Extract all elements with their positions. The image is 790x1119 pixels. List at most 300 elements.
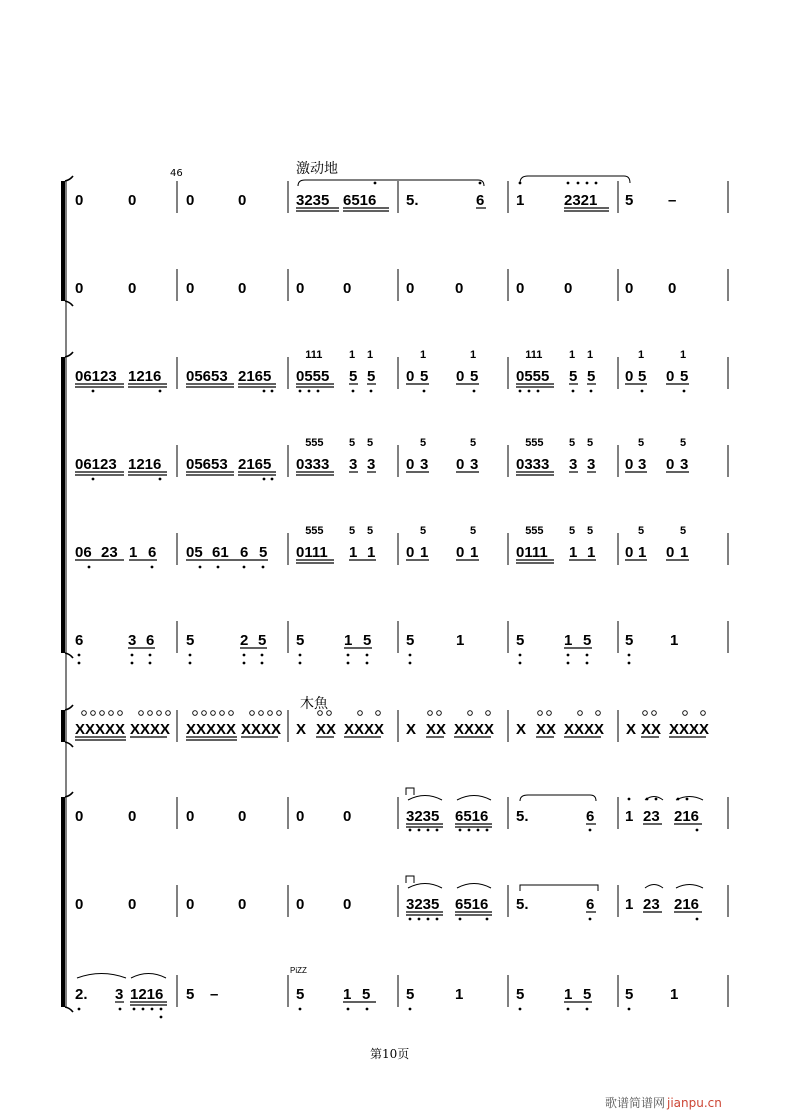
note-group: 0 — [456, 544, 465, 561]
octave-dot — [577, 182, 580, 185]
chord-tone: 111 — [525, 349, 543, 361]
octave-dot — [263, 478, 266, 481]
note-group: 0 — [406, 368, 415, 385]
down-bow-mark — [406, 788, 414, 795]
note-group: 0 — [128, 896, 137, 913]
octave-dot — [271, 478, 274, 481]
note-group: X — [516, 721, 527, 738]
octave-dot — [160, 1008, 163, 1011]
chord-tone: 1 — [367, 349, 374, 361]
measure-number: 46 — [170, 168, 183, 179]
note-group: 216 — [674, 808, 700, 825]
note-group: 6516 — [343, 192, 377, 209]
octave-dot — [189, 654, 192, 657]
note-group: 0 — [343, 280, 352, 297]
octave-dot — [261, 654, 264, 657]
octave-dot — [317, 390, 320, 393]
chord-tone: 5 — [680, 437, 687, 449]
note-group: 1 — [680, 544, 689, 561]
note-group: 5 — [420, 368, 429, 385]
slur — [457, 884, 491, 889]
note-group: 3 — [367, 456, 376, 473]
note-group: 23 — [101, 544, 118, 561]
octave-dot — [299, 1008, 302, 1011]
note-group: 5 — [296, 632, 305, 649]
note-group: 0 — [456, 368, 465, 385]
note-group: 1 — [349, 544, 358, 561]
note-group: 3 — [569, 456, 578, 473]
note-group: XXXX — [130, 721, 171, 738]
note-group: 1 — [625, 808, 634, 825]
note-group: 0 — [296, 896, 305, 913]
octave-dot — [572, 390, 575, 393]
note-group: 0 — [625, 280, 634, 297]
note-group: XX — [641, 721, 662, 738]
note-group: 5 — [625, 632, 634, 649]
note-group: 5 — [470, 368, 479, 385]
octave-dot — [366, 662, 369, 665]
note-group: 0 — [343, 896, 352, 913]
octave-dot — [423, 390, 426, 393]
note-group: 5 — [186, 632, 195, 649]
note-group: 6516 — [455, 808, 489, 825]
system-bracket — [61, 352, 73, 658]
note-group: XXXX — [454, 721, 495, 738]
note-group: 5 — [625, 986, 634, 1003]
note-group: 5. — [516, 808, 529, 825]
note-group: 05653 — [186, 368, 228, 385]
chord-tone: 111 — [305, 349, 323, 361]
accent-circle — [250, 711, 255, 716]
pizzicato-marking: PiZZ — [290, 966, 307, 975]
octave-dot — [567, 662, 570, 665]
note-group: 0 — [516, 280, 525, 297]
note-group: 5 — [569, 368, 578, 385]
slur — [131, 974, 166, 979]
octave-dot — [409, 1008, 412, 1011]
note-group: 3 — [420, 456, 429, 473]
octave-dot — [243, 654, 246, 657]
octave-dot — [468, 829, 471, 832]
note-group: 5 — [186, 986, 195, 1003]
chord-tone: 1 — [638, 349, 645, 361]
accent-circle — [166, 711, 171, 716]
note-group: XXXX — [241, 721, 282, 738]
octave-dot — [92, 478, 95, 481]
note-group: 3 — [638, 456, 647, 473]
accent-circle — [157, 711, 162, 716]
octave-dot — [696, 918, 699, 921]
note-group: 0 — [668, 280, 677, 297]
octave-dot — [686, 798, 689, 801]
octave-dot — [151, 1008, 154, 1011]
accent-circle — [202, 711, 207, 716]
octave-dot — [119, 1008, 122, 1011]
note-group: 0 — [666, 544, 675, 561]
tie-bracket — [520, 885, 598, 891]
accent-circle — [220, 711, 225, 716]
accent-circle — [100, 711, 105, 716]
note-group: 06123 — [75, 368, 117, 385]
octave-dot — [683, 390, 686, 393]
octave-dot — [352, 390, 355, 393]
octave-dot — [586, 182, 589, 185]
note-group: 6 — [586, 808, 595, 825]
note-group: 1 — [129, 544, 138, 561]
note-group: 5 — [296, 986, 305, 1003]
note-group: 5 — [516, 986, 525, 1003]
bracket-bar — [61, 797, 65, 1007]
note-group: 0333 — [296, 456, 330, 473]
note-group: 3235 — [406, 808, 440, 825]
octave-dot — [299, 662, 302, 665]
note-group: 6516 — [455, 896, 489, 913]
accent-circle — [109, 711, 114, 716]
octave-dot — [567, 1008, 570, 1011]
note-group: 5 — [587, 368, 596, 385]
watermark-site-name: 歌谱简谱网 — [605, 1096, 666, 1110]
octave-dot — [366, 654, 369, 657]
note-group: 1216 — [130, 986, 164, 1003]
octave-dot — [567, 182, 570, 185]
note-group: 23 — [643, 896, 660, 913]
accent-circle — [538, 711, 543, 716]
octave-dot — [486, 918, 489, 921]
chord-tone: 555 — [305, 437, 324, 449]
octave-dot — [486, 829, 489, 832]
note-group: 0 — [186, 280, 195, 297]
note-group: 5. — [406, 192, 419, 209]
note-group: 0 — [625, 368, 634, 385]
note-group: 0 — [75, 280, 84, 297]
note-group: 5 — [363, 632, 372, 649]
note-group: 2165 — [238, 368, 272, 385]
slur — [408, 884, 442, 889]
chord-tone: 1 — [349, 349, 356, 361]
octave-dot — [92, 390, 95, 393]
octave-dot — [436, 918, 439, 921]
notation-marks — [75, 176, 706, 1018]
note-group: 5 — [406, 632, 415, 649]
octave-dot — [586, 662, 589, 665]
octave-dot — [151, 566, 154, 569]
chord-tone: 5 — [638, 437, 645, 449]
tempo-marking: 激动地 — [296, 161, 338, 177]
slur — [645, 885, 663, 889]
note-group: 0 — [128, 192, 137, 209]
chord-tone: 5 — [587, 525, 594, 537]
note-group: 5 — [362, 986, 371, 1003]
note-group: 5 — [680, 368, 689, 385]
octave-dot — [366, 1008, 369, 1011]
phrase-slur — [298, 180, 484, 186]
note-group: 05653 — [186, 456, 228, 473]
note-group: 0 — [238, 896, 247, 913]
note-group: X — [406, 721, 417, 738]
octave-dot — [459, 829, 462, 832]
note-group: 5 — [259, 544, 268, 561]
system-bracket — [61, 176, 73, 306]
slur — [676, 885, 703, 889]
chord-tone: 5 — [420, 437, 427, 449]
accent-circle — [229, 711, 234, 716]
note-group: 0 — [238, 192, 247, 209]
note-group: 6 — [146, 632, 155, 649]
slur — [676, 797, 703, 801]
chord-tone: 1 — [569, 349, 576, 361]
note-group: 0 — [625, 456, 634, 473]
note-group: 1 — [420, 544, 429, 561]
octave-dot — [308, 390, 311, 393]
note-group: 1 — [343, 986, 352, 1003]
note-group: 2. — [75, 986, 88, 1003]
note-group: 6 — [75, 632, 84, 649]
accent-circle — [376, 711, 381, 716]
phrase-slur — [520, 176, 630, 183]
octave-dot — [78, 662, 81, 665]
note-group: XX — [316, 721, 337, 738]
octave-dot — [696, 829, 699, 832]
octave-dot — [347, 654, 350, 657]
note-group: 0 — [343, 808, 352, 825]
chord-tone: 1 — [420, 349, 427, 361]
note-group: XXXXX — [186, 721, 237, 738]
octave-dot — [628, 654, 631, 657]
note-group: 3 — [128, 632, 137, 649]
accent-circle — [91, 711, 96, 716]
note-group: 216 — [674, 896, 700, 913]
octave-dot — [299, 654, 302, 657]
octave-dot — [149, 662, 152, 665]
octave-dot — [299, 390, 302, 393]
bracket-bar — [61, 710, 65, 742]
chord-tone: 5 — [569, 525, 576, 537]
chord-tone: 5 — [349, 437, 356, 449]
note-group: 0 — [456, 456, 465, 473]
octave-dot — [589, 829, 592, 832]
note-group: 1216 — [128, 368, 162, 385]
note-group: 1 — [516, 192, 525, 209]
note-group: 1 — [670, 986, 679, 1003]
note-group: 3235 — [296, 192, 330, 209]
note-group: 5. — [516, 896, 529, 913]
octave-dot — [418, 829, 421, 832]
octave-dot — [519, 654, 522, 657]
chord-tone: 5 — [587, 437, 594, 449]
octave-dot — [418, 918, 421, 921]
chord-tone: 1 — [470, 349, 477, 361]
note-group: 0 — [75, 896, 84, 913]
note-group: 2 — [240, 632, 249, 649]
note-group: 0555 — [296, 368, 330, 385]
note-group: 5 — [583, 632, 592, 649]
note-group: 0 — [406, 456, 415, 473]
octave-dot — [567, 654, 570, 657]
octave-dot — [519, 390, 522, 393]
note-group: 1 — [344, 632, 353, 649]
note-group: 0 — [625, 544, 634, 561]
chord-tone: 555 — [305, 525, 324, 537]
note-group: 1 — [367, 544, 376, 561]
note-group: 3235 — [406, 896, 440, 913]
note-group: 05 — [186, 544, 203, 561]
octave-dot — [479, 182, 482, 185]
octave-dot — [133, 1008, 136, 1011]
note-group: 06123 — [75, 456, 117, 473]
note-group: XX — [426, 721, 447, 738]
note-group: 0 — [406, 544, 415, 561]
note-group: 0111 — [296, 544, 328, 561]
note-group: 0 — [128, 808, 137, 825]
note-group: 0 — [128, 280, 137, 297]
note-group: 0 — [296, 280, 305, 297]
note-group: 5 — [516, 632, 525, 649]
accent-circle — [596, 711, 601, 716]
bracket-hook-top — [65, 176, 73, 181]
chord-tone: 5 — [638, 525, 645, 537]
accent-circle — [118, 711, 123, 716]
accent-circle — [268, 711, 273, 716]
system-bracket — [61, 705, 73, 747]
note-group: XXXXX — [75, 721, 126, 738]
octave-dot — [519, 1008, 522, 1011]
octave-dot — [88, 566, 91, 569]
note-group: 5 — [406, 986, 415, 1003]
note-group: 23 — [643, 808, 660, 825]
octave-dot — [78, 654, 81, 657]
octave-dot — [142, 1008, 145, 1011]
accent-circle — [277, 711, 282, 716]
accent-circle — [486, 711, 491, 716]
note-group: XX — [536, 721, 557, 738]
system-bracket — [61, 792, 73, 1012]
note-group: 0 — [666, 456, 675, 473]
down-bow-mark — [406, 876, 414, 883]
chord-tone: 5 — [367, 525, 374, 537]
note-group: – — [668, 192, 677, 209]
accent-circle — [468, 711, 473, 716]
accent-circle — [437, 711, 442, 716]
accent-circle — [259, 711, 264, 716]
octave-dot — [409, 829, 412, 832]
octave-dot — [427, 918, 430, 921]
slur — [457, 796, 491, 801]
note-group: 1 — [470, 544, 479, 561]
octave-dot — [528, 390, 531, 393]
octave-dot — [347, 1008, 350, 1011]
note-group: 2321 — [564, 192, 598, 209]
accent-circle — [139, 711, 144, 716]
accent-circle — [652, 711, 657, 716]
note-group: XXXX — [669, 721, 710, 738]
octave-dot — [409, 654, 412, 657]
octave-dot — [409, 662, 412, 665]
accent-circle — [193, 711, 198, 716]
note-group: 3 — [115, 986, 124, 1003]
note-group: X — [296, 721, 307, 738]
octave-dot — [628, 1008, 631, 1011]
octave-dot — [427, 829, 430, 832]
watermark — [605, 1094, 722, 1111]
note-group: 1 — [455, 986, 464, 1003]
octave-dot — [159, 478, 162, 481]
note-group: 5 — [583, 986, 592, 1003]
note-group: 0 — [564, 280, 573, 297]
note-group: – — [210, 986, 219, 1003]
octave-dot — [217, 566, 220, 569]
octave-dot — [628, 798, 631, 801]
bracket-bar — [61, 181, 65, 301]
note-group: 5 — [638, 368, 647, 385]
chord-tone: 5 — [349, 525, 356, 537]
chord-tone: 5 — [470, 437, 477, 449]
octave-dot — [149, 654, 152, 657]
accent-circle — [683, 711, 688, 716]
accent-circle — [701, 711, 706, 716]
octave-dot — [78, 1008, 81, 1011]
note-group: 1 — [564, 986, 573, 1003]
octave-dot — [347, 662, 350, 665]
accent-circle — [358, 711, 363, 716]
note-group: 0 — [75, 192, 84, 209]
octave-dot — [477, 829, 480, 832]
note-group: 0 — [75, 808, 84, 825]
note-group: 6 — [148, 544, 157, 561]
octave-dot — [262, 566, 265, 569]
octave-dot — [586, 1008, 589, 1011]
accent-circle — [148, 711, 153, 716]
octave-dot — [243, 662, 246, 665]
note-group: 1 — [638, 544, 647, 561]
bracket-hook-bottom — [65, 1007, 73, 1012]
octave-dot — [641, 390, 644, 393]
accent-circle — [428, 711, 433, 716]
chord-tone: 1 — [587, 349, 594, 361]
note-group: 0 — [406, 280, 415, 297]
note-group: 3 — [349, 456, 358, 473]
octave-dot — [590, 390, 593, 393]
octave-dot — [263, 390, 266, 393]
instrument-label-woodblock: 木魚 — [300, 696, 328, 712]
octave-dot — [537, 390, 540, 393]
note-group: 1 — [569, 544, 578, 561]
octave-dot — [160, 1016, 163, 1019]
octave-dot — [436, 829, 439, 832]
slur — [408, 796, 442, 801]
watermark-url: jianpu.cn — [667, 1096, 722, 1110]
octave-dot — [409, 918, 412, 921]
tie — [520, 795, 596, 801]
note-group: 3 — [587, 456, 596, 473]
octave-dot — [199, 566, 202, 569]
chord-tone: 5 — [680, 525, 687, 537]
octave-dot — [595, 182, 598, 185]
octave-dot — [243, 566, 246, 569]
note-group: 3 — [680, 456, 689, 473]
octave-dot — [261, 662, 264, 665]
note-group: 0 — [186, 896, 195, 913]
note-group: 3 — [470, 456, 479, 473]
octave-dot — [189, 662, 192, 665]
note-group: 6 — [476, 192, 485, 209]
chord-tone: 5 — [569, 437, 576, 449]
octave-dot — [271, 390, 274, 393]
accent-circle — [211, 711, 216, 716]
note-layer — [75, 192, 709, 1003]
note-group: 06 — [75, 544, 92, 561]
chord-tone: 5 — [367, 437, 374, 449]
note-group: 2165 — [238, 456, 272, 473]
